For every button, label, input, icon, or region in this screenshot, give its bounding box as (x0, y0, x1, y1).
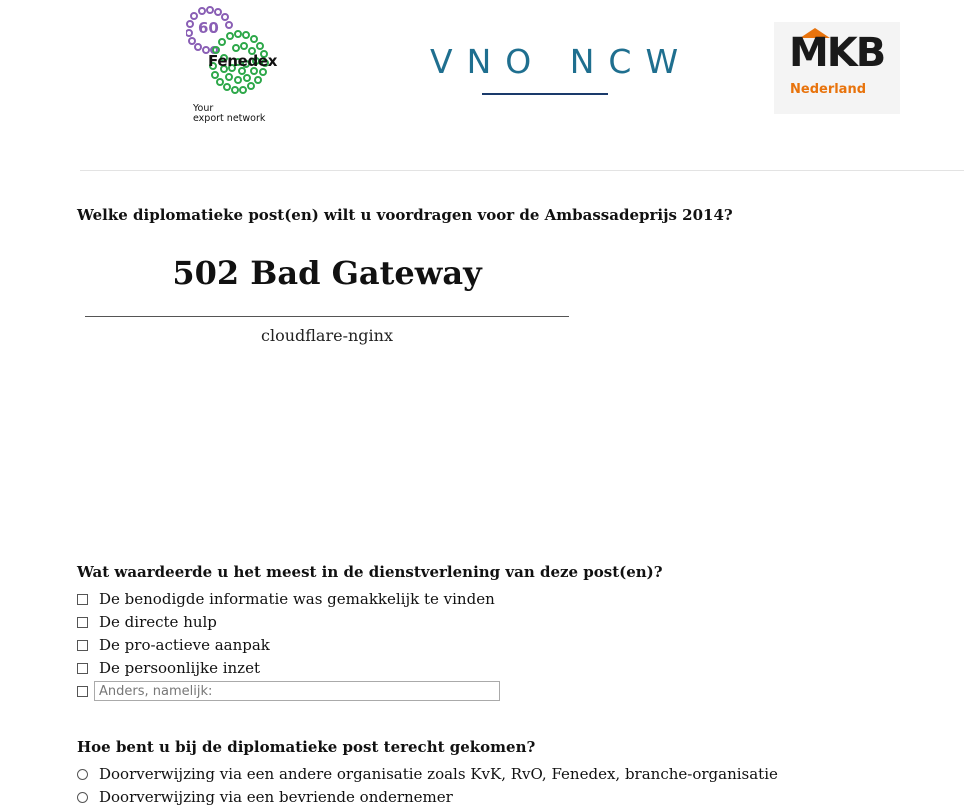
radio-button[interactable] (77, 769, 88, 780)
question-how-arrived: Hoe bent u bij de diplomatieke post terecht gekomen? (77, 738, 536, 756)
mkb-subtitle: Nederland (790, 82, 867, 97)
option-label: De persoonlijke inzet (99, 659, 260, 677)
error-server-name: cloudflare-nginx (261, 326, 393, 345)
option-information-easy[interactable] (77, 589, 495, 609)
fenedex-tagline (193, 104, 283, 124)
mkb-wordmark: MKB (789, 30, 885, 76)
option-personal-effort[interactable] (77, 658, 260, 678)
mkb-nederland-logo (774, 22, 900, 114)
option-referral-entrepreneur[interactable] (77, 787, 453, 807)
option-proactive-approach[interactable] (77, 635, 270, 655)
header-divider (80, 170, 964, 171)
fenedex-tagline-line2: export network (193, 113, 266, 124)
vno-ncw-underline (482, 93, 608, 95)
question-diplomatic-post: Welke diplomatieke post(en) wilt u voordragen voor de Ambassadeprijs 2014? (77, 206, 733, 224)
fenedex-wordmark: Fenedex (208, 52, 278, 70)
checkbox[interactable] (77, 663, 88, 674)
option-label: Doorverwijzing via een andere organisatie zoals KvK, RvO, Fenedex, branche-organisatie (99, 765, 778, 783)
checkbox[interactable] (77, 594, 88, 605)
vno-ncw-wordmark: VNO NCW (430, 42, 693, 81)
vno-ncw-logo (430, 42, 693, 98)
option-label: Doorverwijzing via een bevriende ondernemer (99, 788, 453, 806)
option-direct-help[interactable] (77, 612, 217, 632)
fenedex-60-badge: 60 (198, 19, 219, 37)
fenedex-tagline-line1: Your (193, 103, 214, 114)
checkbox[interactable] (77, 640, 88, 651)
question-appreciation: Wat waardeerde u het meest in de dienstverlening van deze post(en)? (77, 563, 663, 581)
checkbox-other[interactable] (77, 686, 88, 697)
option-label: De directe hulp (99, 613, 217, 631)
radio-button[interactable] (77, 792, 88, 803)
other-text-input[interactable] (94, 681, 500, 701)
error-divider (85, 316, 569, 317)
option-label: De pro-actieve aanpak (99, 636, 270, 654)
error-title: 502 Bad Gateway (172, 254, 482, 292)
checkbox[interactable] (77, 617, 88, 628)
option-label: De benodigde informatie was gemakkelijk te vinden (99, 590, 495, 608)
fenedex-logo (186, 6, 276, 128)
option-referral-organisation[interactable] (77, 764, 778, 784)
